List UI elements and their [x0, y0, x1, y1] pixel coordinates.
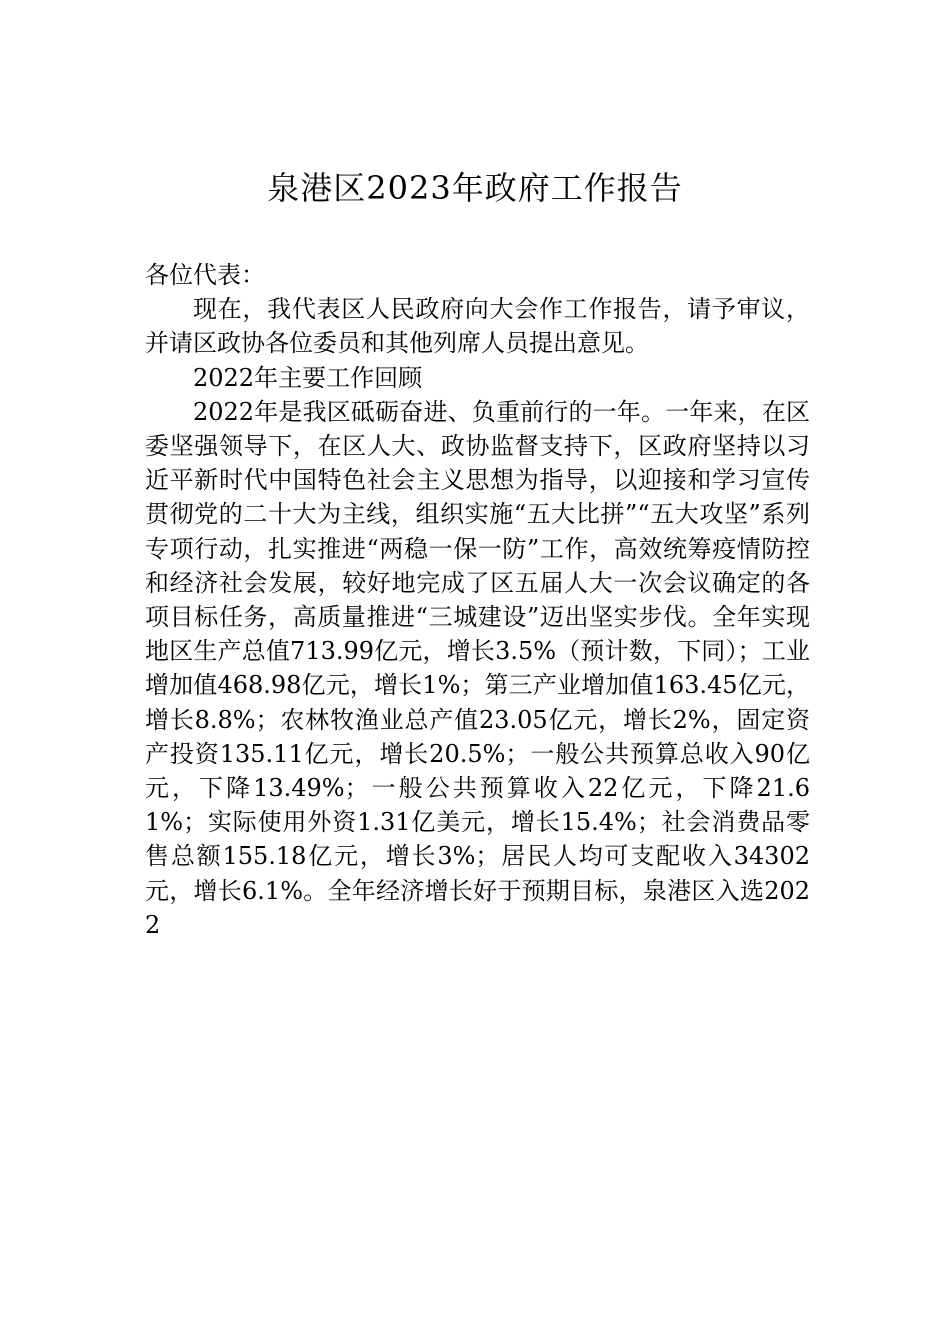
salutation: 各位代表： [145, 261, 265, 289]
paragraph-review: 2022年是我区砥砺奋进、负重前行的一年。一年来，在区委坚强领导下，在区人大、政协监督支持下，区政府坚持以习近平新时代中国特色社会主义思想为指导，以迎接和学习宣传贯彻党的二十大为主线，组织实施“五大比拼”“五大攻坚”系列专项行动，扎实推进“两稳一保一防”工作，高效统筹疫情防控和经济社会发展，较好地完成了区五届人大一次会议确定的各项目标任务，高质量推进“三城建设”迈出坚实步伐。全年实现地区生产总值713.99亿元，增长3.5%（预计数，下同）；工业增加值468.98亿元，增长1%；第三产业增加值163.45亿元，增长8.8%；农林牧渔业总产值23.05亿元，增长2%，固定资产投资135.11亿元，增长20.5%；一般公共预算总收入90亿元，下降13.49%；一般公共预算收入22亿元，下降21.61%；实际使用外资1.31亿美元，增长15.4%；社会消费品零售总额155.18亿元，增长3%；居民人均可支配收入34302元，增长6.1%。全年经济增长好于预期目标，泉港区入选2022 [145, 397, 810, 939]
document-title: 泉港区2023年政府工作报告 [267, 169, 683, 207]
paragraph-intro: 现在，我代表区人民政府向大会作工作报告，请予审议，并请区政协各位委员和其他列席人员提出意见。 [145, 295, 810, 358]
section-heading: 2022年主要工作回顾 [193, 363, 423, 392]
document-body [145, 258, 810, 942]
